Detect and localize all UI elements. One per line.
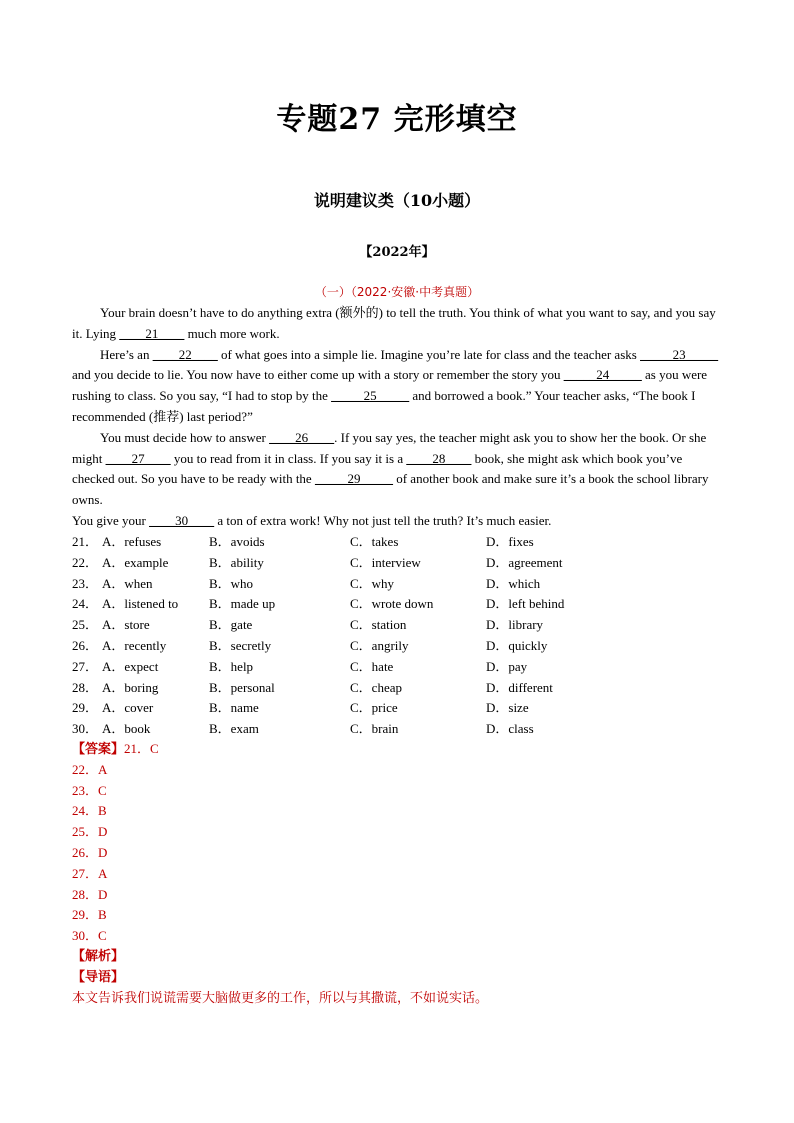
question-row — [72, 719, 724, 740]
question-number: 22． — [72, 554, 99, 570]
option-b: B．help — [209, 658, 254, 674]
option-b: B．personal — [209, 679, 275, 695]
analysis-label: 【解析】 — [72, 948, 125, 964]
passage-text: Here’s an — [100, 346, 153, 362]
option-a: A．listened to — [102, 596, 179, 612]
blank-25: _____25_____ — [331, 388, 410, 404]
guide-label: 【导语】 — [72, 969, 125, 985]
option-a: A．book — [102, 721, 151, 737]
question-number: 26． — [72, 637, 99, 653]
option-a: A．boring — [102, 679, 159, 695]
option-b: B．who — [209, 575, 254, 591]
question-row — [72, 698, 724, 719]
question-number: 28． — [72, 679, 99, 695]
passage-text: . If you say yes, the teacher might ask you to show her the book. Or she might — [72, 429, 707, 466]
answer-item: 25．D — [72, 824, 108, 840]
cloze-passage — [72, 303, 724, 532]
blank-27: ____27____ — [105, 450, 171, 466]
option-b: B．name — [209, 700, 259, 716]
option-b: B．secretly — [209, 637, 272, 653]
option-b: B．made up — [209, 596, 276, 612]
option-b: B．gate — [209, 617, 253, 633]
passage-text: Your brain doesn’t have to do anything extra (额外的) to tell the truth. You think of what you want to say, and you say it. Lying — [72, 305, 716, 341]
passage-text: You must decide how to answer — [100, 429, 270, 445]
question-row — [72, 532, 724, 553]
blank-26: ____26____ — [269, 429, 335, 445]
passage-paragraph-4 — [72, 511, 724, 532]
question-row — [72, 615, 724, 636]
passage-text: book, she might ask which book you’ve checked out. So you have to be ready with the — [72, 450, 683, 487]
option-d: D．fixes — [486, 534, 534, 549]
option-d: D．different — [486, 679, 553, 695]
option-a: A．expect — [102, 658, 159, 674]
passage-text: of what goes into a simple lie. Imagine you’re late for class and the teacher asks — [217, 346, 641, 362]
answer-item: 29．B — [72, 907, 107, 923]
answer-item: 23．C — [72, 782, 107, 798]
option-c: C．angrily — [350, 637, 409, 653]
option-d: D．agreement — [486, 554, 563, 570]
option-d: D．which — [486, 575, 541, 591]
question-source: （一）（2022·安徽·中考真题） — [314, 285, 480, 299]
option-b: B．ability — [209, 554, 264, 570]
blank-23: _____23_____ — [640, 346, 719, 362]
option-d: D．pay — [486, 658, 528, 674]
section-subtitle: 说明建议类（10小题） — [313, 191, 481, 210]
blank-21: ____21____ — [119, 325, 185, 341]
answer-item: 27．A — [72, 865, 108, 881]
option-b: B．exam — [209, 721, 259, 737]
option-a: A．cover — [102, 700, 154, 716]
option-c: C．interview — [350, 554, 421, 570]
question-number: 25． — [72, 617, 99, 633]
blank-24: _____24_____ — [563, 367, 642, 383]
passage-text: and you decide to lie. You now have to either come up with a story or remember the story you — [72, 367, 564, 383]
blank-22: ____22____ — [152, 346, 218, 362]
answer-item: 21．C — [124, 741, 159, 756]
passage-text: of another book and make sure it’s a book the school library owns. — [72, 471, 709, 508]
passage-text: as you were rushing to class. So you say, “I had to stop by the — [72, 367, 708, 404]
passage-paragraph-2 — [72, 345, 724, 428]
guide-text: 本文告诉我们说谎需要大脑做更多的工作，所以与其撒谎，不如说实话。 — [72, 991, 489, 1006]
option-a: A．store — [102, 617, 150, 633]
option-c: C．price — [350, 700, 398, 716]
answer-item: 22．A — [72, 761, 108, 777]
option-c: C．wrote down — [350, 596, 434, 612]
passage-text: You give your — [72, 512, 150, 528]
answer-label: 【答案】 — [72, 742, 125, 757]
blank-29: _____29_____ — [314, 471, 393, 487]
option-c: C．cheap — [350, 679, 402, 695]
option-a: A．recently — [102, 637, 167, 653]
option-a: A．when — [102, 575, 153, 591]
question-number: 24． — [72, 596, 99, 612]
option-b: B．avoids — [209, 534, 265, 549]
option-c: C．station — [350, 617, 407, 633]
question-row — [72, 553, 724, 574]
passage-paragraph-1 — [72, 303, 724, 345]
question-number: 21． — [72, 534, 99, 549]
answer-row-first — [72, 739, 724, 760]
answer-section — [72, 739, 724, 989]
blank-30: ____30____ — [149, 512, 215, 528]
option-a: A．refuses — [102, 534, 162, 549]
passage-paragraph-3 — [72, 428, 724, 511]
passage-text: much more work. — [184, 325, 280, 341]
blank-28: ____28____ — [406, 450, 472, 466]
passage-text: and borrowed a book.” Your teacher asks, “The book I recommended (推荐) last period?” — [72, 388, 696, 424]
option-c: C．takes — [350, 534, 399, 549]
answer-item: 24．B — [72, 803, 107, 819]
option-d: D．size — [486, 700, 529, 716]
option-a: A．example — [102, 554, 169, 570]
option-d: D．left behind — [486, 596, 565, 612]
question-number: 27． — [72, 658, 99, 674]
option-c: C．why — [350, 575, 395, 591]
question-row — [72, 636, 724, 657]
option-d: D．class — [486, 721, 534, 737]
answer-item: 30．C — [72, 928, 107, 944]
question-row — [72, 678, 724, 699]
question-row — [72, 574, 724, 595]
answer-item: 28．D — [72, 886, 108, 902]
option-d: D．library — [486, 617, 544, 633]
question-number: 30． — [72, 721, 99, 737]
question-row — [72, 657, 724, 678]
question-row — [72, 594, 724, 615]
passage-text: a ton of extra work! Why not just tell the truth? It’s much easier. — [214, 512, 552, 528]
option-c: C．hate — [350, 658, 394, 674]
option-c: C．brain — [350, 721, 399, 737]
document-title: 专题27 完形填空 — [276, 102, 518, 137]
question-number: 23． — [72, 575, 99, 591]
passage-text: you to read from it in class. If you say it is a — [170, 450, 407, 466]
option-d: D．quickly — [486, 637, 548, 653]
year-heading: 【2022年】 — [359, 245, 435, 260]
answer-item: 26．D — [72, 844, 108, 860]
question-options — [72, 532, 724, 740]
question-number: 29． — [72, 700, 99, 716]
